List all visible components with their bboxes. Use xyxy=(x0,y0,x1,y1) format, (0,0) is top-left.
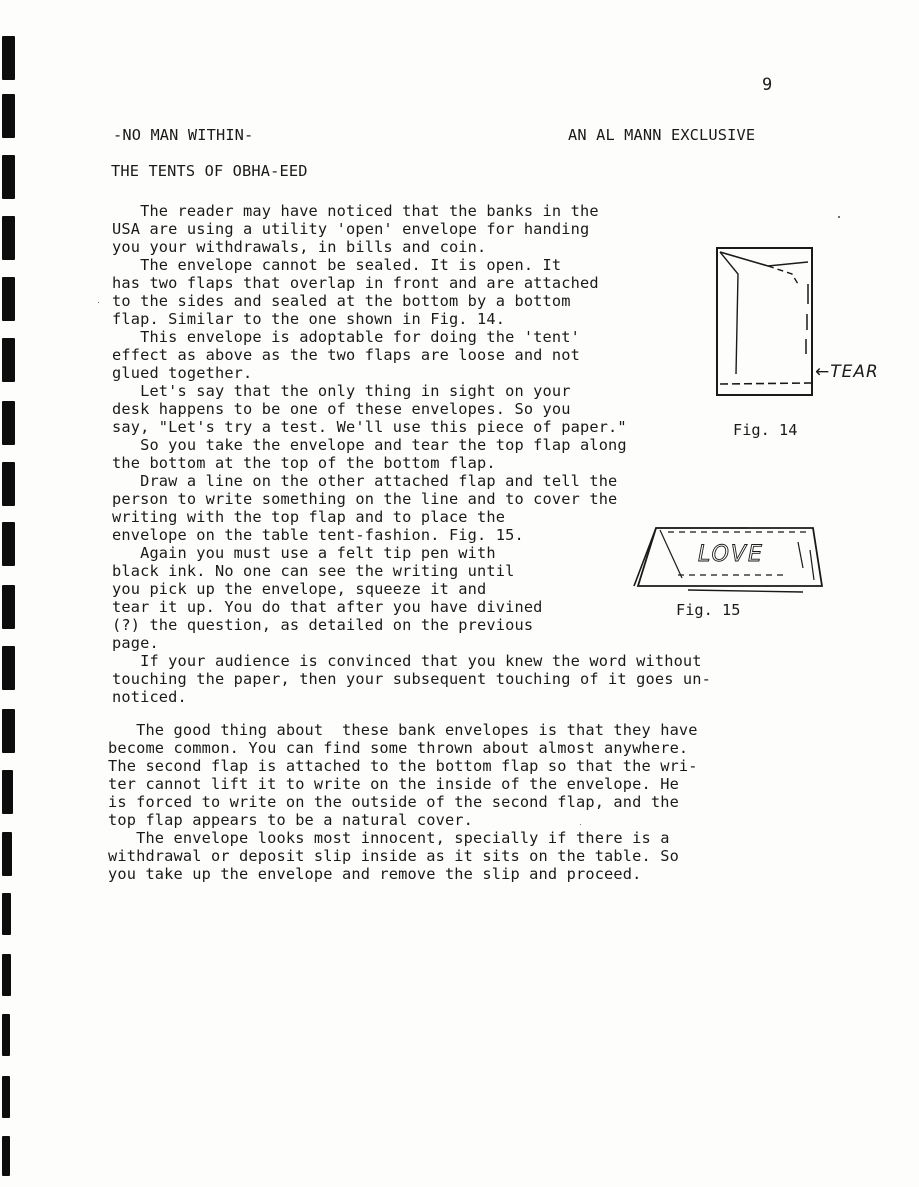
body-text-block-2: The good thing about these bank envelopes is that they have become common. You can find some thrown about almost anywhere. The second flap is attached to the bottom flap so that the wri- ter cannot lift it to write on the inside of the envelope. He is forced to write on the outside of the second flap, and the top flap appears to be a natural cover. The envelope looks most innocent, specially if there is a withdrawal or deposit slip inside as it sits on the table. So you take up the envelope and remove the slip and proceed. xyxy=(108,721,698,883)
binding-mark xyxy=(2,522,15,566)
paper-speck xyxy=(580,824,581,825)
binding-mark xyxy=(2,646,15,690)
binding-mark xyxy=(2,585,15,629)
paper-speck xyxy=(838,216,840,218)
binding-mark xyxy=(2,216,15,260)
binding-mark xyxy=(2,954,11,996)
running-header-left: -NO MAN WITHIN- xyxy=(113,126,254,144)
running-header-right: AN AL MANN EXCLUSIVE xyxy=(568,126,756,144)
binding-mark xyxy=(2,832,12,876)
body-text-block-1: The reader may have noticed that the banks in the USA are using a utility 'open' envelope for handing you your withdrawals, in bills and coin. The envelope cannot be sealed. It is open. It has two flaps that overlap in front and are attached to the sides and sealed at the bottom by a bottom flap. Similar to the one shown in Fig. 14. This envelope is adoptable for doing the 'tent' effect as above as the two flaps are loose and not glued together. Let's say that the only thing in sight on your desk happens to be one of these envelopes. So you say, "Let's try a test. We'll use this piece of paper." So you take the envelope and tear the top flap along the bottom at the top of the bottom flap. Draw a line on the other attached flap and tell the person to write something on the line and to cover the writing with the top flap and to place the envelope on the table tent-fashion. Fig. 15. Again you must use a felt tip pen with black ink. No one can see the writing until you pick up the envelope, squeeze it and tear it up. You do that after you have divined (?) the question, as detailed on the previous page. If your audience is convinced that you knew the word without touching the paper, then your subsequent touching of it goes un- noticed. xyxy=(112,202,712,706)
binding-mark xyxy=(2,1014,10,1056)
binding-mark xyxy=(2,709,15,753)
binding-mark xyxy=(2,338,15,382)
figure-14-caption: Fig. 14 xyxy=(733,421,798,439)
binding-mark xyxy=(2,94,15,138)
binding-mark xyxy=(2,1076,10,1118)
spiral-binding xyxy=(0,0,24,1187)
written-word: LOVE xyxy=(698,542,764,567)
binding-mark xyxy=(2,1136,10,1176)
binding-mark xyxy=(2,36,15,80)
binding-mark xyxy=(2,462,15,506)
figure-15-caption: Fig. 15 xyxy=(676,601,741,619)
binding-mark xyxy=(2,893,11,935)
tear-annotation: ←TEAR xyxy=(815,362,879,382)
binding-mark xyxy=(2,155,15,199)
binding-mark xyxy=(2,770,13,814)
figure-15-tent-envelope xyxy=(628,520,828,600)
page-number: 9 xyxy=(762,75,773,95)
binding-mark xyxy=(2,401,15,445)
binding-mark xyxy=(2,277,15,321)
paper-speck xyxy=(98,302,99,303)
figure-14-envelope xyxy=(708,244,908,404)
section-title: THE TENTS OF OBHA-EED xyxy=(111,162,308,180)
